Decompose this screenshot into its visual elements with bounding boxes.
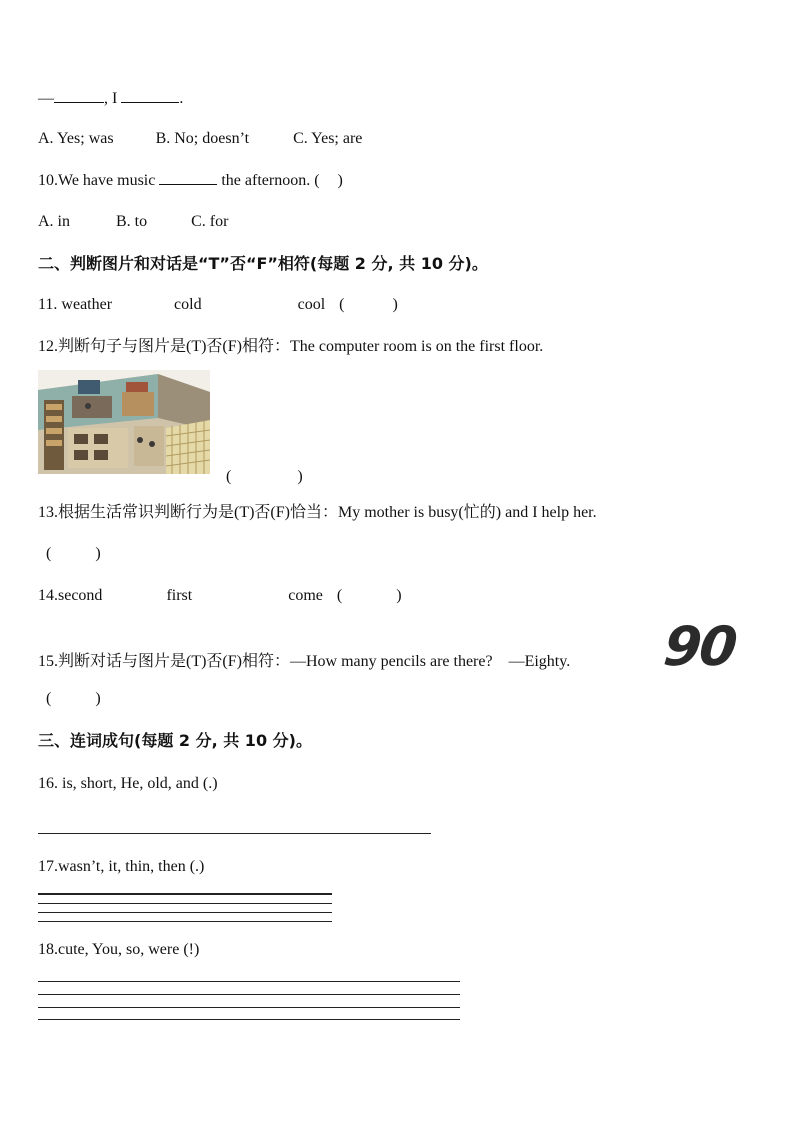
q14-word-1: second [58, 587, 103, 604]
q14-paren-close: ) [396, 587, 402, 604]
number-ninety-image: 90 [660, 615, 739, 678]
q17-answer-line-2[interactable] [38, 903, 332, 904]
q10-prefix: 10.We have music [38, 172, 160, 189]
q10-suffix: the afternoon. ( [217, 172, 320, 189]
q13-question: 13.根据生活常识判断行为是(T)否(F)恰当：My mother is busy(忙的) and I help her. [38, 504, 597, 521]
q14-word-2: first [166, 587, 193, 604]
q11-number: 11. [38, 296, 58, 313]
q9-option-b[interactable]: B. No; doesn’t [155, 130, 250, 147]
q18-answer-line-2[interactable] [38, 994, 460, 995]
q11-paren-close: ) [392, 296, 398, 313]
q17-answer-line-4[interactable] [38, 921, 332, 922]
q13-paren-close: ) [95, 545, 101, 562]
q14-paren-open: ( [336, 587, 343, 604]
q13-answer-parens [46, 544, 101, 564]
q12-question: 12.判断句子与图片是(T)否(F)相符：The computer room is on the first floor. [38, 338, 544, 355]
q12-answer-parens [226, 467, 303, 487]
q15-answer-parens [46, 689, 101, 709]
q9-dash: — [38, 90, 54, 107]
q14-number: 14. [38, 587, 58, 604]
q9-answer-line [38, 88, 183, 109]
q9-blank-1[interactable] [54, 88, 104, 103]
q14-question [38, 586, 402, 606]
q11-word-2: cold [174, 296, 202, 313]
school-building-illustration [38, 370, 210, 474]
q9-option-a[interactable]: A. Yes; was [38, 130, 114, 147]
q11-word-1: weather [61, 296, 113, 313]
q10-option-c[interactable]: C. for [191, 213, 229, 230]
q10-options [38, 212, 228, 232]
q15-paren-close: ) [95, 690, 101, 707]
q11-paren-open: ( [339, 296, 345, 313]
q16-question: 16. is, short, He, old, and (.) [38, 775, 218, 792]
q16-answer-line[interactable] [38, 833, 431, 834]
q9-options [38, 129, 362, 149]
q17-answer-line-1[interactable] [38, 893, 332, 895]
q11-question [38, 295, 398, 315]
q9-option-c[interactable]: C. Yes; are [293, 130, 363, 147]
q17-question: 17.wasn’t, it, thin, then (.) [38, 858, 205, 875]
q18-answer-line-3[interactable] [38, 1007, 460, 1008]
q12-paren-open: ( [226, 468, 232, 485]
q18-answer-line-1[interactable] [38, 981, 460, 982]
section-2-heading: 二、判断图片和对话是“T”否“F”相符(每题 2 分, 共 10 分)。 [38, 254, 488, 273]
q11-word-3: cool [297, 296, 326, 313]
q10-paren-close: ) [337, 172, 343, 189]
q13-paren-open: ( [46, 545, 52, 562]
q15-paren-open: ( [46, 690, 52, 707]
q14-word-3: come [288, 587, 323, 604]
q10-option-b[interactable]: B. to [116, 213, 148, 230]
q9-separator: , I [104, 90, 122, 107]
q15-question: 15.判断对话与图片是(T)否(F)相符：—How many pencils are there? —Eighty. [38, 653, 571, 670]
q10-question [38, 170, 343, 191]
section-3-heading: 三、连词成句(每题 2 分, 共 10 分)。 [38, 731, 312, 750]
q10-option-a[interactable]: A. in [38, 213, 70, 230]
q10-blank[interactable] [159, 170, 217, 185]
q9-blank-2[interactable] [121, 88, 179, 103]
q12-paren-close: ) [297, 468, 303, 485]
q18-answer-line-4[interactable] [38, 1019, 460, 1020]
q17-answer-line-3[interactable] [38, 912, 332, 913]
q9-end: . [179, 90, 184, 107]
q18-question: 18.cute, You, so, were (!) [38, 941, 200, 958]
